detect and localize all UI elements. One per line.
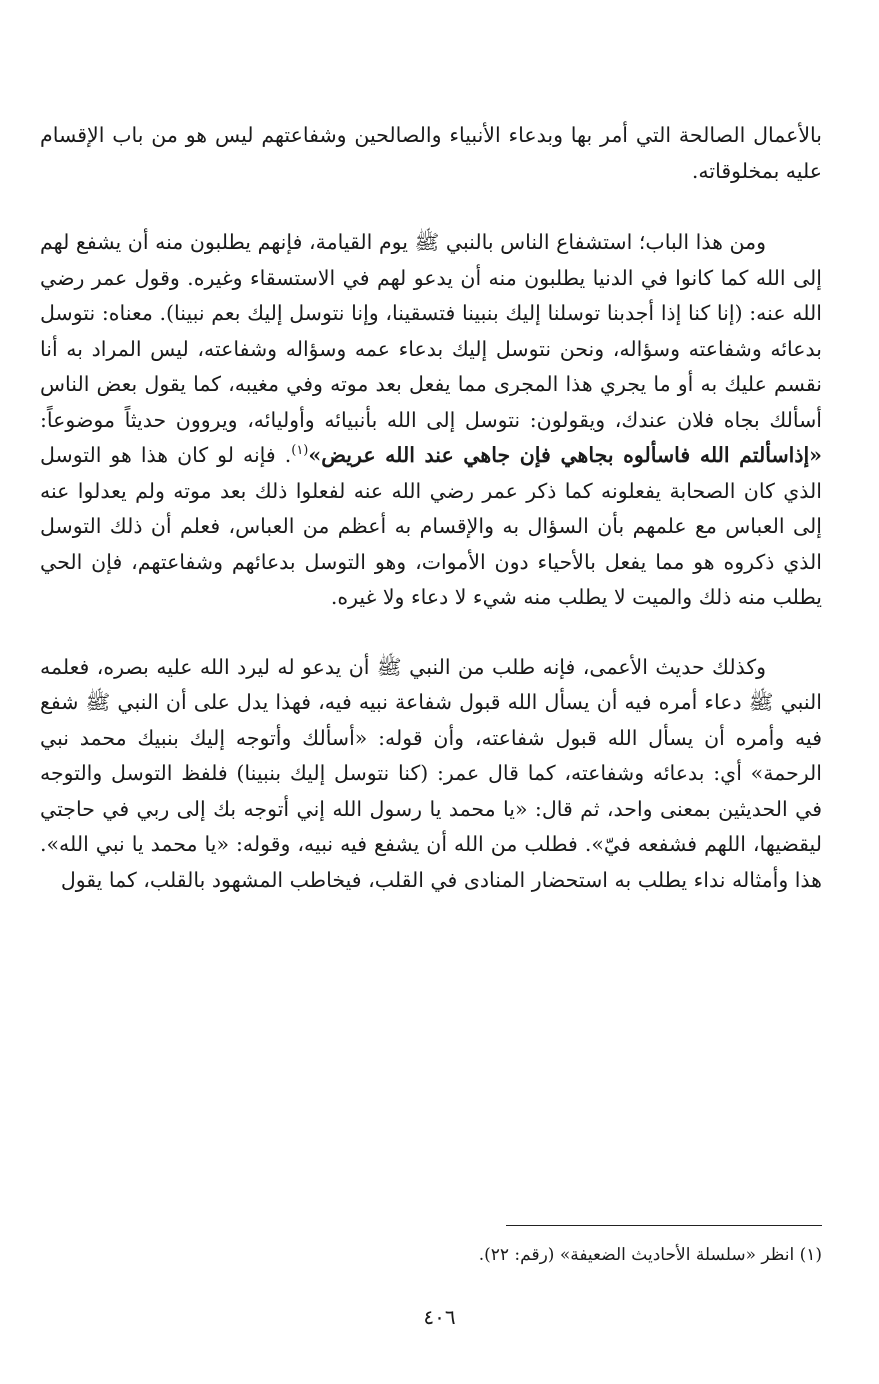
page-number: ٤٠٦ — [423, 1305, 456, 1329]
paragraph-2-text-before: ومن هذا الباب؛ استشفاع الناس بالنبي ﷺ يوم القيامة، فإنهم يطلبون منه أن يشفع لهم إلى الله كما كانوا في الدنيا يطلبون منه أن يدعو لهم في الاستسقاء وغيره. وقول عمر رضي الله عنه: (إنا كنا إذا أجدبنا توسلنا إليك بنبينا فتسقينا، وإنا نتوسل إليك بعم نبينا). معناه: نتوسل بدعائه وشفاعته وسؤاله، ونحن نتوسل إليك بدعاء عمه وسؤاله وشفاعته، ليس المراد به أنا نقسم عليك به أو ما يجري هذا المجرى مما يفعل بعد موته وفي مغيبه، كما يقول بعض الناس أسألك بجاه فلان عندك، ويقولون: نتوسل إلى الله بأنبيائه وأوليائه، ويروون حديثاً موضوعاً: — [40, 230, 822, 432]
footnote-reference[interactable]: (١) — [291, 443, 309, 459]
paragraph-1 — [40, 118, 822, 189]
footnote-divider — [506, 1225, 822, 1226]
footnote-text: (١) انظر «سلسلة الأحاديث الضعيفة» (رقم: ٢٢). — [478, 1245, 822, 1265]
paragraph-1-text: بالأعمال الصالحة التي أمر بها وبدعاء الأنبياء والصالحين وشفاعتهم ليس هو من باب الإقسام عليه بمخلوقاته. — [40, 123, 822, 183]
paragraph-2 — [40, 225, 822, 616]
paragraph-3-text: وكذلك حديث الأعمى، فإنه طلب من النبي ﷺ أن يدعو له ليرد الله عليه بصره، فعلمه النبي ﷺ دعاء أمره فيه أن يسأل الله قبول شفاعة نبيه فيه، فهذا يدل على أن النبي ﷺ شفع فيه وأمره أن يسأل الله قبول شفاعته، وأن قوله: «أسألك وأتوجه إليك بنبيك محمد نبي الرحمة» أي: بدعائه وشفاعته، كما قال عمر: (كنا نتوسل إليك بنبينا) فلفظ التوسل والتوجه في الحديثين بمعنى واحد، ثم قال: «يا محمد يا رسول الله إني أتوجه بك إلى ربي في حاجتي ليقضيها، اللهم فشفعه فيّ». فطلب من الله أن يشفع فيه نبيه، وقوله: «يا محمد يا نبي الله». هذا وأمثاله نداء يطلب به استحضار المنادى في القلب، فيخاطب المشهود بالقلب، كما يقول — [40, 654, 822, 892]
paragraph-2-text-after: . فإنه لو كان هذا هو التوسل الذي كان الصحابة يفعلونه كما ذكر عمر رضي الله عنه لفعلوا ذلك بعد موته ولم يعدلوا عنه إلى العباس مع علمهم بأن السؤال به والإقسام به أعظم من العباس، فعلم أن ذلك التوسل الذي ذكروه هو مما يفعل بالأحياء دون الأموات، وهو التوسل بدعائهم وشفاعتهم، فإن الحي يطلب منه ذلك والميت لا يطلب منه شيء لا دعاء ولا غيره. — [40, 443, 822, 609]
page-body — [40, 118, 822, 932]
footnote — [62, 1240, 822, 1270]
quoted-hadith-bold: «إذاسألتم الله فاسألوه بجاهي فإن جاهي عند الله عريض» — [308, 443, 822, 467]
paragraph-3 — [40, 650, 822, 899]
